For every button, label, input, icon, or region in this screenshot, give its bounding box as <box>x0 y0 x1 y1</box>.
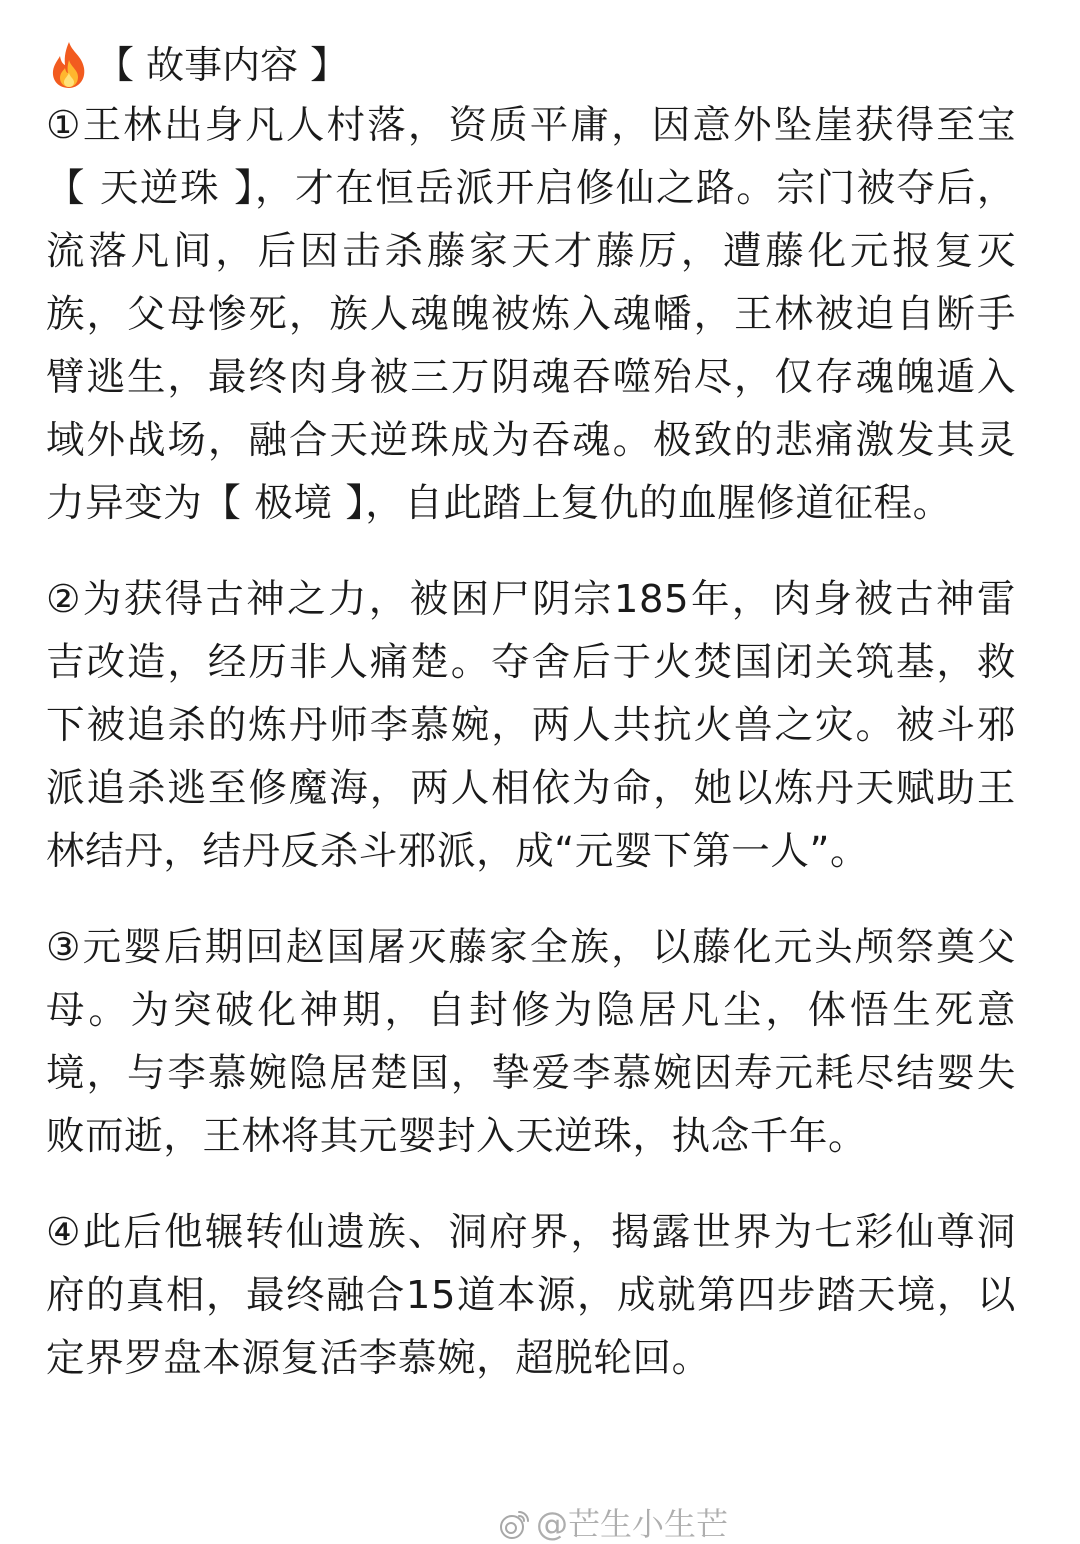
section-heading <box>46 36 1016 94</box>
article <box>46 36 1016 1390</box>
story-paragraph: ③元婴后期回赵国屠灭藤家全族，以藤化元头颅祭奠父母。为突破化神期，自封修为隐居凡尘，体悟生死意境，与李慕婉隐居楚国，挚爱李慕婉因寿元耗尽结婴失败而逝，王林将其元婴封入天逆珠，执念千年。 <box>46 925 1016 1159</box>
fire-icon <box>46 40 92 90</box>
watermark-text: @芒生小生芒 <box>536 1505 729 1543</box>
story-paragraph: ④此后他辗转仙遗族、洞府界，揭露世界为七彩仙尊洞府的真相，最终融合15道本源，成就第四步踏天境，以定界罗盘本源复活李慕婉，超脱轮回。 <box>46 1210 1016 1381</box>
story-paragraph: ①王林出身凡人村落，资质平庸，因意外坠崖获得至宝【 天逆珠 】，才在恒岳派开启修仙之路。宗门被夺后，流落凡间，后因击杀藤家天才藤厉，遭藤化元报复灭族，父母惨死，族人魂魄被炼入魂幡，王林被迫自断手臂逃生，最终肉身被三万阴魂吞噬殆尽，仅存魂魄遁入域外战场，融合天逆珠成为吞魂。极致的悲痛激发其灵力异变为【 极境 】，自此踏上复仇的血腥修道征程。 <box>46 103 1016 526</box>
story-paragraph: ②为获得古神之力，被困尸阴宗185年，肉身被古神雷吉改造，经历非人痛楚。夺舍后于火焚国闭关筑基，救下被追杀的炼丹师李慕婉，两人共抗火兽之灾。被斗邪派追杀逃至修魔海，两人相依为命，她以炼丹天赋助王林结丹，结丹反杀斗邪派，成“元婴下第一人”。 <box>46 577 1016 874</box>
watermark <box>498 1504 728 1544</box>
weibo-icon <box>498 1508 530 1540</box>
heading-title: 【 故事内容 】 <box>96 43 349 87</box>
